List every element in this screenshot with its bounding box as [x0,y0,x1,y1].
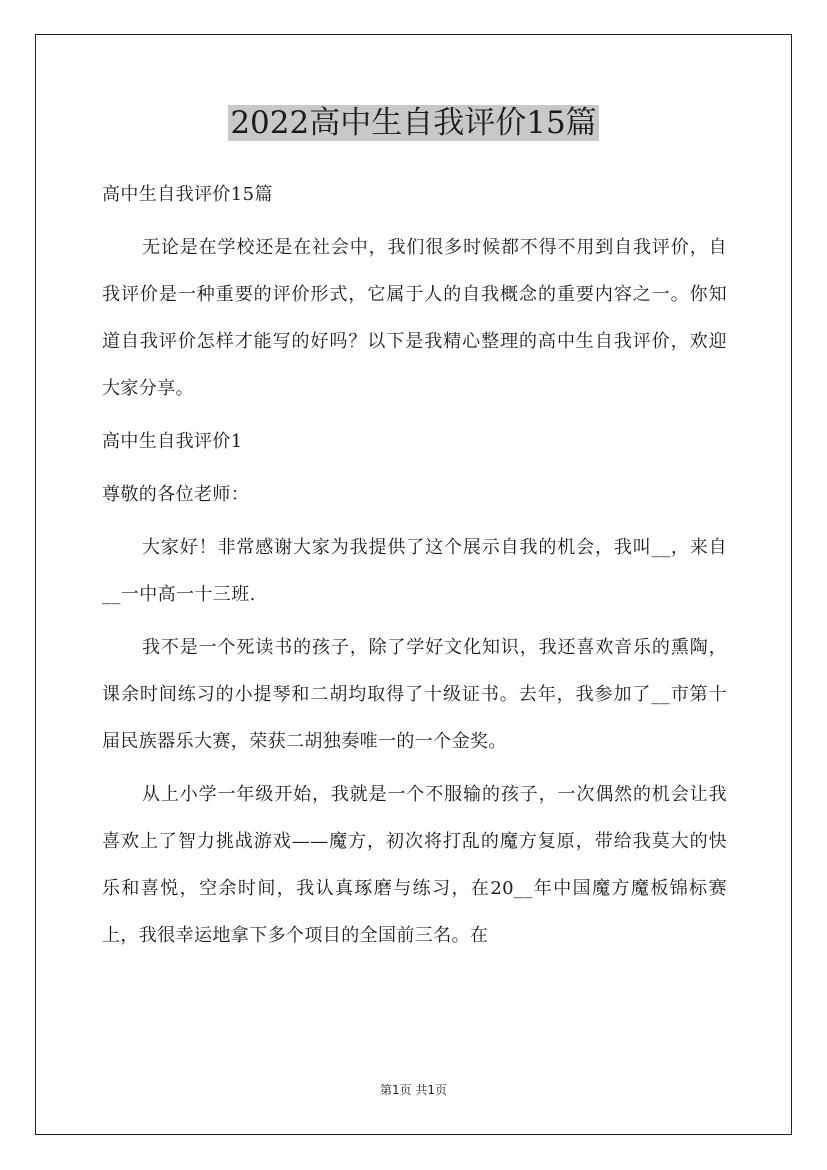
paragraph-greeting: 大家好！非常感谢大家为我提供了这个展示自我的机会，我叫__，来自__一中高一十三班. [102,537,727,605]
page-number-footer: 第1页 共1页 [379,1083,448,1097]
paragraph-music: 我不是一个死读书的孩子，除了学好文化知识，我还喜欢音乐的熏陶，课余时间练习的小提琴和二胡均取得了十级证书。去年，我参加了__市第十届民族器乐大赛，荣获二胡独奏唯一的一个金奖。 [102,637,727,752]
paragraph-rubiks-cube: 从上小学一年级开始，我就是一个不服输的孩子，一次偶然的机会让我喜欢上了智力挑战游戏——魔方，初次将打乱的魔方复原，带给我莫大的快乐和喜悦，空余时间，我认真琢磨与练习，在20__年中国魔方魔板锦标赛上，我很幸运地拿下多个项目的全国前三名。在 [102,784,727,946]
paragraph-intro: 无论是在学校还是在社会中，我们很多时候都不得不用到自我评价，自我评价是一种重要的评价形式，它属于人的自我概念的重要内容之一。你知道自我评价怎样才能写的好吗？以下是我精心整理的高中生自我评价，欢迎大家分享。 [102,237,727,399]
document-body [102,171,727,965]
document-title [0,100,827,146]
document-title-text: 2022高中生自我评价15篇 [230,105,597,141]
section-heading-1: 高中生自我评价1 [102,431,243,452]
paragraph-subtitle: 高中生自我评价15篇 [102,184,273,205]
salutation: 尊敬的各位老师： [102,484,250,505]
